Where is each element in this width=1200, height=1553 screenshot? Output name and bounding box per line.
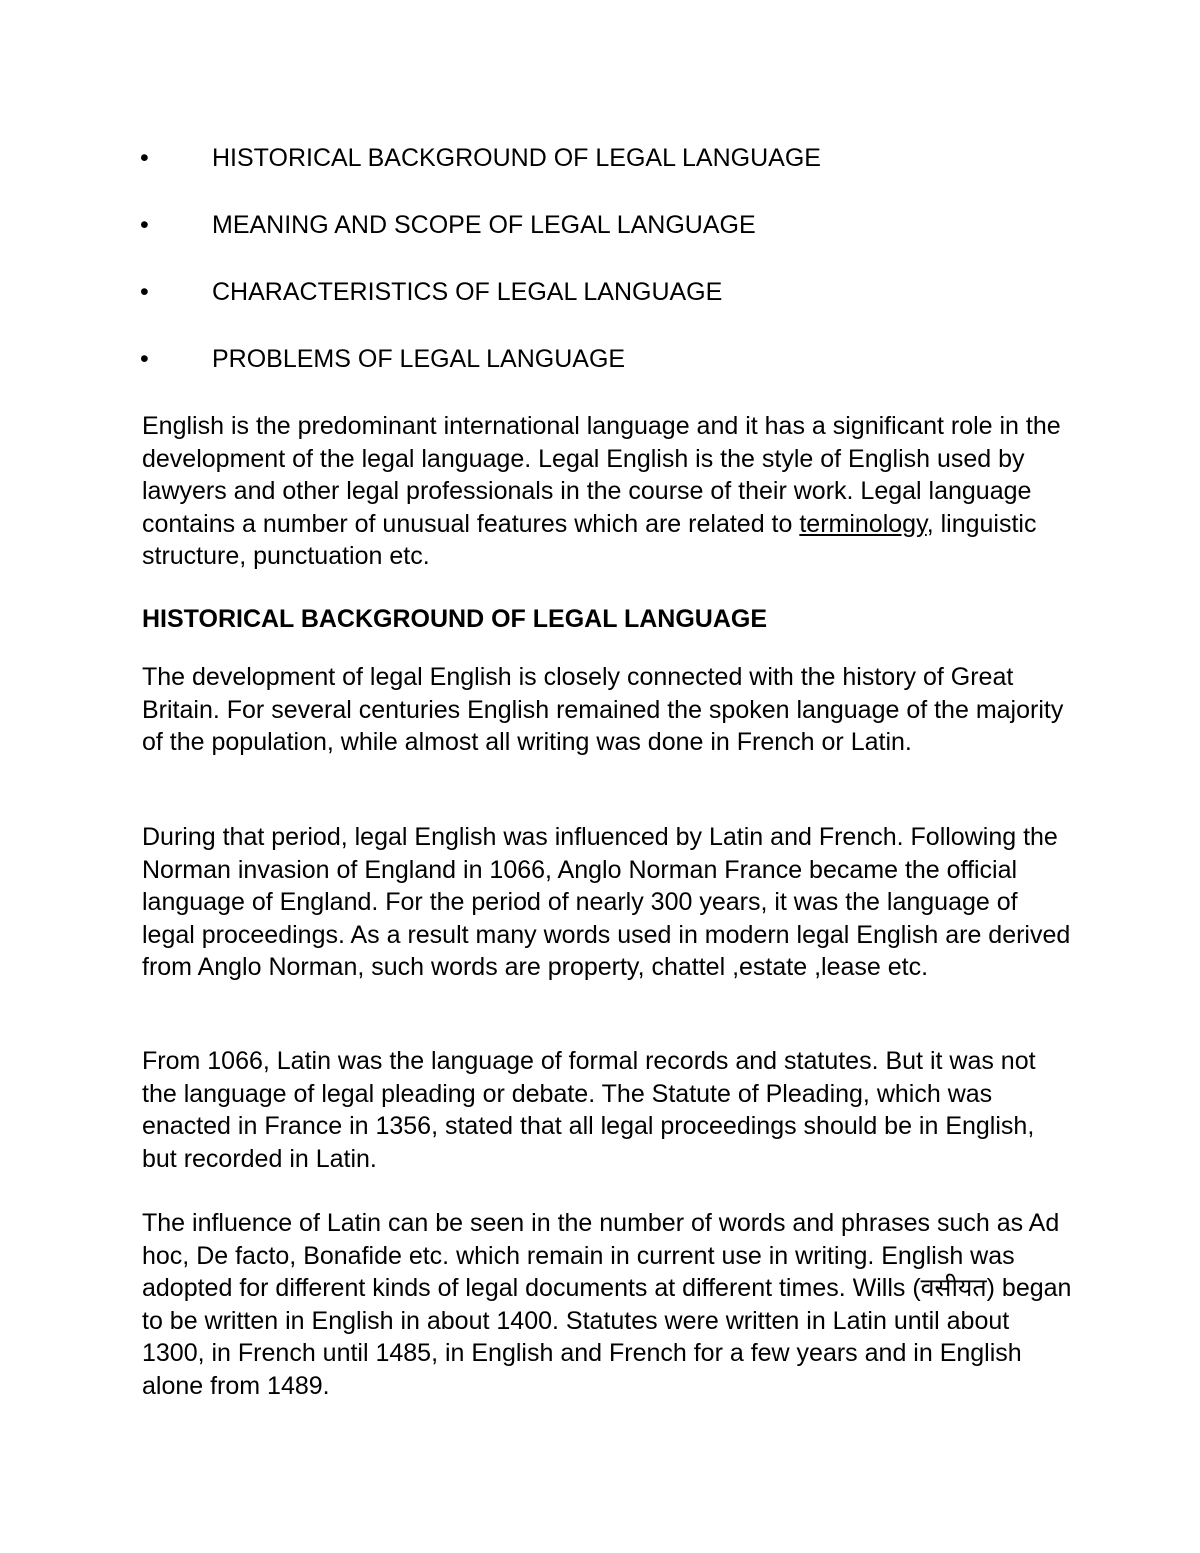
bullet-item [140, 206, 1100, 273]
bullet-text: HISTORICAL BACKGROUND OF LEGAL LANGUAGE [212, 144, 821, 172]
terminology-link: terminology [799, 509, 927, 538]
bullet-item [140, 139, 1100, 206]
history-paragraph-3: From 1066, Latin was the language of formal records and statutes. But it was not the language of legal pleading or debate. The Statute of Pleading, which was enacted in France in 1356, stated that all legal proceedings should be in English, but recorded in Latin. [142, 1047, 1036, 1173]
bullet-item [140, 340, 1100, 407]
history-paragraph-2: During that period, legal English was influenced by Latin and French. Following the Norman invasion of England in 1066, Anglo Norman France became the official language of England. For the period of nearly 300 years, it was the language of legal proceedings. As a result many words used in modern legal English are derived from Anglo Norman, such words are property, chattel ,estate ,lease etc. [142, 823, 1071, 981]
intro-text: English is the predominant international language and it has a significant role in the development of the legal language. Legal English is the style of English used by lawyers and other legal professionals in the course of their work. Legal language contains a number of unusual features which are related to [142, 412, 1061, 538]
section-heading: HISTORICAL BACKGROUND OF LEGAL LANGUAGE [142, 605, 768, 633]
intro-text-end: , linguistic structure, punctuation etc. [142, 509, 1037, 570]
bullet-icon: • [140, 144, 149, 172]
bullet-text: MEANING AND SCOPE OF LEGAL LANGUAGE [212, 211, 756, 239]
bullet-icon: • [140, 278, 149, 306]
history-paragraph-1: The development of legal English is closely connected with the history of Great Britain. For several centuries English remained the spoken language of the majority of the population, while almost all writing was done in French or Latin. [142, 663, 1064, 756]
bullet-icon: • [140, 345, 149, 373]
history-paragraph-4: The influence of Latin can be seen in the number of words and phrases such as Ad hoc, De facto, Bonafide etc. which remain in current use in writing. English was adopted for different kinds of legal documents at different times. Wills (वसीयत) began to be written in English in about 1400. Statutes were written in Latin until about 1300, in French until 1485, in English and French for a few years and in English alone from 1489. [142, 1209, 1072, 1400]
bullet-text: CHARACTERISTICS OF LEGAL LANGUAGE [212, 278, 723, 306]
bullet-item [140, 273, 1100, 340]
bullet-icon: • [140, 211, 149, 239]
topic-bullet-list [140, 139, 1100, 407]
intro-paragraph [142, 410, 1072, 573]
bullet-text: PROBLEMS OF LEGAL LANGUAGE [212, 345, 626, 373]
